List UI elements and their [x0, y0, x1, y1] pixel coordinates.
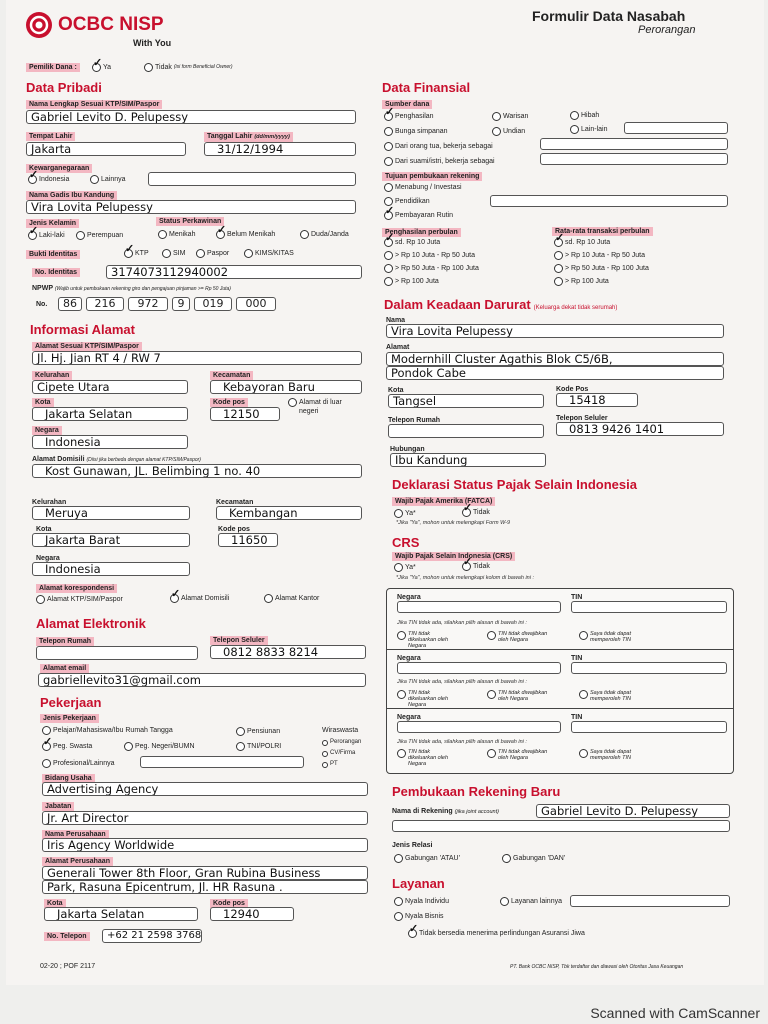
checkbox-icon — [554, 238, 563, 247]
tujuan-pembayaran[interactable]: ✓ Pembayaran Rutin — [384, 211, 453, 220]
bukti-kims-kitas[interactable]: KIMS/KITAS — [244, 249, 294, 258]
telepon-seluler-field[interactable]: 0812 8833 8214 — [210, 645, 366, 659]
section-alamat-elektronik: Alamat Elektronik — [36, 616, 146, 631]
brand-name: OCBC NISP — [58, 14, 164, 35]
jabatan-field[interactable]: Jr. Art Director — [42, 811, 368, 825]
section-crs: CRS — [392, 535, 420, 550]
radio-icon — [394, 912, 403, 921]
section-pekerjaan: Pekerjaan — [40, 695, 102, 710]
checkbox-icon — [384, 157, 393, 166]
dom-kelurahan-field[interactable]: Meruya — [32, 506, 190, 520]
tujuan-label: Tujuan pembukaan rekening — [382, 172, 482, 181]
sumber-warisan[interactable]: Warisan — [492, 112, 528, 121]
checkbox-icon — [216, 230, 225, 239]
sumber-lain-field[interactable] — [624, 122, 728, 134]
checkbox-icon — [244, 249, 253, 258]
profesional-field[interactable] — [140, 756, 304, 768]
bidang-usaha-label: Bidang Usaha — [42, 774, 95, 783]
relasi-atau[interactable]: Gabungan 'ATAU' — [394, 854, 460, 863]
nama-rekening-field-2[interactable] — [392, 820, 730, 832]
bidang-usaha-field[interactable]: Advertising Agency — [42, 782, 368, 796]
sumber-suami-field[interactable] — [540, 153, 728, 165]
fatca-ya[interactable]: Ya* — [394, 509, 416, 518]
darurat-kota-field[interactable]: Tangsel — [388, 394, 544, 408]
tempat-lahir-field[interactable]: Jakarta — [26, 142, 186, 156]
transaksi-opt[interactable]: > Rp 100 Juta — [554, 277, 609, 286]
checkbox-icon — [236, 727, 245, 736]
sumber-penghasilan[interactable]: ✓ Penghasilan — [384, 112, 434, 121]
radio-icon — [487, 631, 496, 640]
nama-field[interactable]: Gabriel Levito D. Pelupessy — [26, 110, 356, 124]
checkbox-icon — [462, 508, 471, 517]
crs-negara-field[interactable] — [397, 601, 561, 613]
crs-tidak[interactable]: ✓ Tidak — [462, 562, 490, 571]
darurat-telsel-label: Telepon Seluler — [556, 415, 608, 422]
radio-icon — [394, 897, 403, 906]
checkbox-icon — [384, 238, 393, 247]
darurat-telsel-field[interactable]: 0813 9426 1401 — [556, 422, 724, 436]
telepon-rumah-field[interactable] — [36, 646, 198, 660]
crs-divider — [387, 649, 733, 650]
npwp-no-label: No. — [36, 301, 48, 308]
dom-kecamatan-field[interactable]: Kembangan — [216, 506, 362, 520]
nama-label: Nama Lengkap Sesuai KTP/SIM/Paspor — [26, 100, 162, 109]
checkbox-icon — [384, 277, 393, 286]
crs-negara-label: Negara — [397, 594, 421, 601]
owner-label: Pemilik Dana : — [26, 63, 80, 72]
penghasilan-opt[interactable]: > Rp 10 Juta - Rp 50 Juta — [384, 251, 475, 260]
kor-alamat-domisili[interactable]: ✓ Alamat Domisili — [170, 594, 229, 603]
checkbox-icon — [42, 742, 51, 751]
scanner-watermark: Scanned with CamScanner — [590, 1005, 760, 1021]
crs-tin-field[interactable] — [571, 662, 727, 674]
kodepos-label: Kode pos — [210, 398, 248, 407]
jenis-kelamin-label: Jenis Kelamin — [26, 219, 79, 228]
owner-ya[interactable]: ✓ Ya — [92, 63, 111, 72]
checkbox-icon — [570, 111, 579, 120]
radio-icon — [579, 631, 588, 640]
radio-icon — [487, 749, 496, 758]
crs-alasan-text: Jika TIN tidak ada, silahkan pilih alasan di bawah ini : — [397, 620, 527, 626]
npwp-segment[interactable]: 019 — [194, 297, 232, 311]
no-telepon-label: No. Telepon — [44, 932, 90, 941]
darurat-alamat-field-1[interactable]: Modernhill Cluster Agathis Blok C5/6B, — [386, 352, 724, 366]
layanan-tidak-asuransi[interactable]: ✓ Tidak bersedia menerima perlindungan Asuransi Jiwa — [408, 929, 585, 938]
bukti-paspor[interactable]: Paspor — [196, 249, 229, 258]
penghasilan-opt[interactable]: ✓ sd. Rp 10 Juta — [384, 238, 440, 247]
fatca-label: Wajib Pajak Amerika (FATCA) — [392, 497, 495, 506]
crs-tin-label: TIN — [571, 655, 583, 662]
penghasilan-label: Penghasilan perbulan — [382, 228, 461, 237]
layanan-nyala-individu[interactable]: Nyala Individu — [394, 897, 449, 906]
section-keadaan-darurat: Dalam Keadaan Darurat (Keluarga dekat tidak serumah) — [384, 297, 618, 312]
form-subtitle: Perorangan — [638, 24, 696, 36]
crs-alasan-1[interactable]: TIN tidak dikeluarkan oleh Negara — [397, 749, 458, 767]
checkbox-icon — [462, 562, 471, 571]
checkbox-icon — [394, 563, 403, 572]
pek-negeri[interactable]: Peg. Negeri/BUMN — [124, 742, 195, 751]
crs-label: Wajib Pajak Selain Indonesia (CRS) — [392, 552, 515, 561]
owner-tidak[interactable]: Tidak (isi form Beneficial Owner) — [144, 63, 233, 72]
dom-kelurahan-label: Kelurahan — [32, 499, 67, 506]
tanggal-lahir-field[interactable]: 31/12/1994 — [204, 142, 356, 156]
checkbox-icon — [124, 249, 133, 258]
crs-alasan-2[interactable]: TIN tidak diwajibkan oleh Negara — [487, 690, 548, 702]
checkbox-icon — [300, 230, 309, 239]
checkbox-icon — [170, 594, 179, 603]
sumber-bunga[interactable]: Bunga simpanan — [384, 127, 448, 136]
layanan-lainnya-field[interactable] — [570, 895, 730, 907]
pek-pelajar[interactable]: Pelajar/Mahasiswa/Ibu Rumah Tangga — [42, 726, 173, 735]
crs-negara-field[interactable] — [397, 721, 561, 733]
checkbox-icon — [492, 112, 501, 121]
kelurahan-label: Kelurahan — [32, 371, 72, 380]
radio-icon — [322, 740, 328, 746]
perusahaan-kodepos-label: Kode pos — [210, 899, 248, 908]
email-field[interactable]: gabriellevito31@gmail.com — [38, 673, 366, 687]
radio-icon — [502, 854, 511, 863]
radio-icon — [579, 690, 588, 699]
crs-alasan-3[interactable]: Saya tidak dapat memperoleh TIN — [579, 631, 646, 643]
dom-kodepos-label: Kode pos — [218, 526, 250, 533]
pek-tni[interactable]: TNI/POLRI — [236, 742, 281, 751]
layanan-lainnya[interactable]: Layanan lainnya — [500, 897, 562, 906]
dom-kecamatan-label: Kecamatan — [216, 499, 254, 506]
checkbox-icon — [42, 726, 51, 735]
darurat-alamat-field-2[interactable]: Pondok Cabe — [386, 366, 724, 380]
darurat-kodepos-label: Kode Pos — [556, 386, 589, 393]
checkbox-icon — [158, 230, 167, 239]
crs-alasan-text: Jika TIN tidak ada, silahkan pilih alasan di bawah ini : — [397, 739, 527, 745]
nama-rekening-field[interactable]: Gabriel Levito D. Pelupessy — [536, 804, 730, 818]
radio-icon — [322, 751, 328, 757]
checkbox-icon — [196, 249, 205, 258]
form-code: 02-20 ; POF 2117 — [40, 963, 96, 970]
crs-tin-label: TIN — [571, 594, 583, 601]
crs-negara-label: Negara — [397, 655, 421, 662]
checkbox-icon — [144, 63, 153, 72]
darurat-alamat-label: Alamat — [386, 344, 410, 351]
tempat-lahir-label: Tempat Lahir — [26, 132, 75, 141]
tujuan-lain-field[interactable] — [490, 195, 728, 207]
kelurahan-field[interactable]: Cipete Utara — [32, 380, 188, 394]
kodepos-field[interactable]: 12150 — [210, 407, 280, 421]
darurat-telrumah-label: Telepon Rumah — [388, 417, 440, 424]
crs-tin-field[interactable] — [571, 721, 727, 733]
radio-icon — [397, 749, 406, 758]
npwp-segment[interactable]: 000 — [236, 297, 276, 311]
kor-alamat-ktp[interactable]: Alamat KTP/SIM/Paspor — [36, 595, 123, 604]
jabatan-label: Jabatan — [42, 802, 74, 811]
crs-alasan-text: Jika TIN tidak ada, silahkan pilih alasan di bawah ini : — [397, 679, 527, 685]
crs-alasan-2[interactable]: TIN tidak diwajibkan oleh Negara — [487, 631, 548, 643]
tujuan-menabung[interactable]: Menabung / Investasi — [384, 183, 462, 192]
crs-alasan-3[interactable]: Saya tidak dapat memperoleh TIN — [579, 690, 646, 702]
bukti-sim[interactable]: SIM — [162, 249, 185, 258]
checkbox-icon — [236, 742, 245, 751]
transaksi-opt[interactable]: > Rp 50 Juta - Rp 100 Juta — [554, 264, 649, 273]
darurat-telrumah-field[interactable] — [388, 424, 544, 438]
checkbox-icon — [384, 251, 393, 260]
kota-field[interactable]: Jakarta Selatan — [32, 407, 188, 421]
alamat-perusahaan-field-1[interactable]: Generali Tower 8th Floor, Gran Rubina Business — [42, 866, 368, 880]
sumber-ortu-field[interactable] — [540, 138, 728, 150]
section-layanan: Layanan — [392, 876, 445, 891]
ibu-kandung-field[interactable]: Vira Lovita Pelupessy — [26, 200, 356, 214]
checkbox-icon — [162, 249, 171, 258]
wiraswasta-label: Wiraswasta — [322, 727, 359, 734]
crs-negara-field[interactable] — [397, 662, 561, 674]
radio-icon — [397, 631, 406, 640]
crs-ya[interactable]: Ya* — [394, 563, 416, 572]
checkbox-icon — [554, 264, 563, 273]
kewarganegaraan-lainnya-field[interactable] — [148, 172, 356, 186]
sp-menikah[interactable]: Menikah — [158, 230, 195, 239]
crs-alasan-2[interactable]: TIN tidak diwajibkan oleh Negara — [487, 749, 548, 761]
dom-kota-label: Kota — [36, 526, 52, 533]
perusahaan-field[interactable]: Iris Agency Worldwide — [42, 838, 368, 852]
section-informasi-alamat: Informasi Alamat — [30, 322, 135, 337]
crs-negara-label: Negara — [397, 714, 421, 721]
checkbox-icon — [384, 127, 393, 136]
section-data-finansial: Data Finansial — [382, 80, 471, 95]
perusahaan-kodepos-field[interactable]: 12940 — [210, 907, 294, 921]
jenis-pekerjaan-label: Jenis Pekerjaan — [40, 714, 99, 723]
crs-alasan-3[interactable]: Saya tidak dapat memperoleh TIN — [579, 749, 646, 761]
alamat-perusahaan-field-2[interactable]: Park, Rasuna Epicentrum, Jl. HR Rasuna . — [42, 880, 368, 894]
crs-note: *Jika "Ya", mohon untuk melengkapi kolom di bawah ini : — [396, 575, 535, 581]
no-identitas-field[interactable]: 3174073112940002 — [106, 265, 362, 279]
darurat-hubungan-field[interactable]: Ibu Kandung — [390, 453, 546, 467]
sp-belum-menikah[interactable]: ✓ Belum Menikah — [216, 230, 275, 239]
kecamatan-field[interactable]: Kebayoran Baru — [210, 380, 362, 394]
telepon-rumah-label: Telepon Rumah — [36, 637, 94, 646]
darurat-hubungan-label: Hubungan — [390, 446, 425, 453]
checkbox-icon — [384, 142, 393, 151]
checkbox-icon — [492, 127, 501, 136]
rata-transaksi-label: Rata-rata transaksi perbulan — [552, 227, 653, 236]
perusahaan-kota-label: Kota — [44, 899, 66, 908]
no-telepon-field[interactable]: +62 21 2598 3768 — [102, 929, 202, 943]
negara-label: Negara — [32, 426, 62, 435]
radio-icon — [487, 690, 496, 699]
jk-laki-laki[interactable]: ✓ Laki-laki — [28, 231, 65, 240]
checkbox-icon — [92, 63, 101, 72]
npwp-segment[interactable]: 9 — [172, 297, 190, 311]
domisili-field[interactable]: Kost Gunawan, JL. Belimbing 1 no. 40 — [32, 464, 362, 478]
section-data-pribadi: Data Pribadi — [26, 80, 102, 95]
crs-tin-label: TIN — [571, 714, 583, 721]
checkbox-icon — [36, 595, 45, 604]
pek-swasta[interactable]: ✓ Peg. Swasta — [42, 742, 92, 751]
kewarganegaraan-indonesia[interactable]: ✓ Indonesia — [28, 175, 69, 184]
radio-icon — [500, 897, 509, 906]
kor-alamat-kantor[interactable]: Alamat Kantor — [264, 594, 319, 603]
korespondensi-label: Alamat korespondensi — [36, 584, 117, 593]
pek-pt[interactable]: PT — [322, 760, 338, 769]
checkbox-icon — [554, 277, 563, 286]
pek-profesional[interactable]: Profesional/Lainnya — [42, 759, 115, 768]
checkbox-icon — [76, 231, 85, 240]
alamat-ktp-field[interactable]: Jl. Hj. Jian RT 4 / RW 7 — [32, 351, 362, 365]
fatca-tidak[interactable]: ✓ Tidak — [462, 508, 490, 517]
form-page — [6, 0, 764, 985]
layanan-nyala-bisnis[interactable]: Nyala Bisnis — [394, 912, 444, 921]
nama-rekening-label: Nama di Rekening (jika joint account) — [392, 808, 499, 815]
tanggal-lahir-label: Tanggal Lahir (dd/mm/yyyy) — [204, 132, 293, 142]
checkbox-icon — [264, 594, 273, 603]
form-title: Formulir Data Nasabah — [532, 8, 686, 24]
checkbox-icon — [42, 759, 51, 768]
crs-alasan-1[interactable]: TIN tidak dikeluarkan oleh Negara — [397, 690, 458, 708]
crs-tin-field[interactable] — [571, 601, 727, 613]
dom-negara-field[interactable]: Indonesia — [32, 562, 190, 576]
darurat-nama-field[interactable]: Vira Lovita Pelupessy — [386, 324, 724, 338]
checkbox-icon — [384, 183, 393, 192]
darurat-kodepos-field[interactable]: 15418 — [556, 393, 638, 407]
domisili-label: Alamat Domisili (Diisi jika berbeda dengan alamat KTP/SIM/Paspor) — [32, 456, 201, 463]
radio-icon — [579, 749, 588, 758]
checkbox-icon — [288, 398, 297, 407]
npwp-segment[interactable]: 972 — [128, 297, 168, 311]
sumber-ortu[interactable]: Dari orang tua, bekerja sebagai — [384, 142, 493, 151]
kewarganegaraan-lainnya[interactable]: Lainnya — [90, 175, 126, 184]
checkbox-icon — [394, 509, 403, 518]
checkbox-icon — [408, 929, 417, 938]
dom-kodepos-field[interactable]: 11650 — [218, 533, 278, 547]
telepon-seluler-label: Telepon Seluler — [210, 636, 268, 645]
kewarganegaraan-label: Kewarganegaraan — [26, 164, 92, 173]
checkbox-icon — [384, 264, 393, 273]
npwp-segment[interactable]: 216 — [86, 297, 124, 311]
penghasilan-opt[interactable]: > Rp 50 Juta - Rp 100 Juta — [384, 264, 479, 273]
sp-duda-janda[interactable]: Duda/Janda — [300, 230, 349, 239]
perusahaan-label: Nama Perusahaan — [42, 830, 109, 839]
pek-cv[interactable]: CV/Firma — [322, 749, 355, 758]
section-deklarasi-pajak: Deklarasi Status Pajak Selain Indonesia — [392, 477, 637, 492]
relasi-dan[interactable]: Gabungan 'DAN' — [502, 854, 565, 863]
ibu-kandung-label: Nama Gadis Ibu Kandung — [26, 191, 117, 200]
brand-tagline: With You — [133, 38, 172, 48]
checkbox-icon — [28, 231, 37, 240]
no-identitas-label: No. Identitas — [32, 268, 80, 277]
penghasilan-opt[interactable]: > Rp 100 Juta — [384, 277, 439, 286]
alamat-ktp-label: Alamat Sesuai KTP/SIM/Paspor — [32, 342, 142, 351]
section-pembukaan-rekening: Pembukaan Rekening Baru — [392, 784, 561, 799]
alamat-luar-negeri[interactable]: Alamat di luar negeri — [288, 398, 359, 416]
bukti-ktp[interactable]: ✓ KTP — [124, 249, 149, 258]
crs-table — [386, 588, 734, 774]
sumber-hibah[interactable]: Hibah — [570, 111, 599, 120]
checkbox-icon — [90, 175, 99, 184]
checkbox-icon — [28, 175, 37, 184]
bukti-identitas-label: Bukti Identitas — [26, 250, 80, 259]
darurat-nama-label: Nama — [386, 317, 406, 324]
npwp-label: NPWP (Wajib untuk pembukaan rekening giro dan pengajuan pinjaman >= Rp 50 Juta) — [32, 285, 231, 292]
email-label: Alamat email — [40, 664, 89, 673]
checkbox-icon — [384, 211, 393, 220]
checkbox-icon — [554, 251, 563, 260]
dom-kota-field[interactable]: Jakarta Barat — [32, 533, 190, 547]
pek-perorangan[interactable]: Perorangan — [322, 738, 361, 747]
checkbox-icon — [384, 112, 393, 121]
sumber-suami[interactable]: Dari suami/istri, bekerja sebagai — [384, 157, 495, 166]
transaksi-opt[interactable]: > Rp 10 Juta - Rp 50 Juta — [554, 251, 645, 260]
crs-alasan-1[interactable]: TIN tidak dikeluarkan oleh Negara — [397, 631, 458, 649]
npwp-segment[interactable]: 86 — [58, 297, 82, 311]
dom-negara-label: Negara — [36, 555, 60, 562]
sumber-lain[interactable]: Lain-lain — [570, 125, 607, 134]
jenis-relasi-label: Jenis Relasi — [392, 842, 433, 849]
negara-field[interactable]: Indonesia — [32, 435, 188, 449]
crs-divider — [387, 708, 733, 709]
darurat-kota-label: Kota — [388, 387, 404, 394]
kota-label: Kota — [32, 398, 54, 407]
ocbc-logo — [24, 10, 54, 40]
legal-footer: PT. Bank OCBC NISP, Tbk terdaftar dan diawasi oleh Otoritas Jasa Keuangan — [510, 964, 684, 970]
checkbox-icon — [570, 125, 579, 134]
kecamatan-label: Kecamatan — [210, 371, 253, 380]
pek-pensiunan[interactable]: Pensiunan — [236, 727, 280, 736]
sumber-dana-label: Sumber dana — [382, 100, 432, 109]
perusahaan-kota-field[interactable]: Jakarta Selatan — [44, 907, 198, 921]
fatca-note: *Jika "Ya", mohon untuk melengkapi Form W-9 — [396, 520, 511, 526]
status-perkawinan-label: Status Perkawinan — [156, 217, 224, 226]
checkbox-icon — [124, 742, 133, 751]
radio-icon — [394, 854, 403, 863]
sumber-undian[interactable]: Undian — [492, 127, 525, 136]
tujuan-pendidikan[interactable]: Pendidikan — [384, 197, 430, 206]
alamat-perusahaan-label: Alamat Perusahaan — [42, 857, 113, 866]
transaksi-opt[interactable]: ✓ sd. Rp 10 Juta — [554, 238, 610, 247]
radio-icon — [322, 762, 328, 768]
radio-icon — [397, 690, 406, 699]
jk-perempuan[interactable]: Perempuan — [76, 231, 123, 240]
